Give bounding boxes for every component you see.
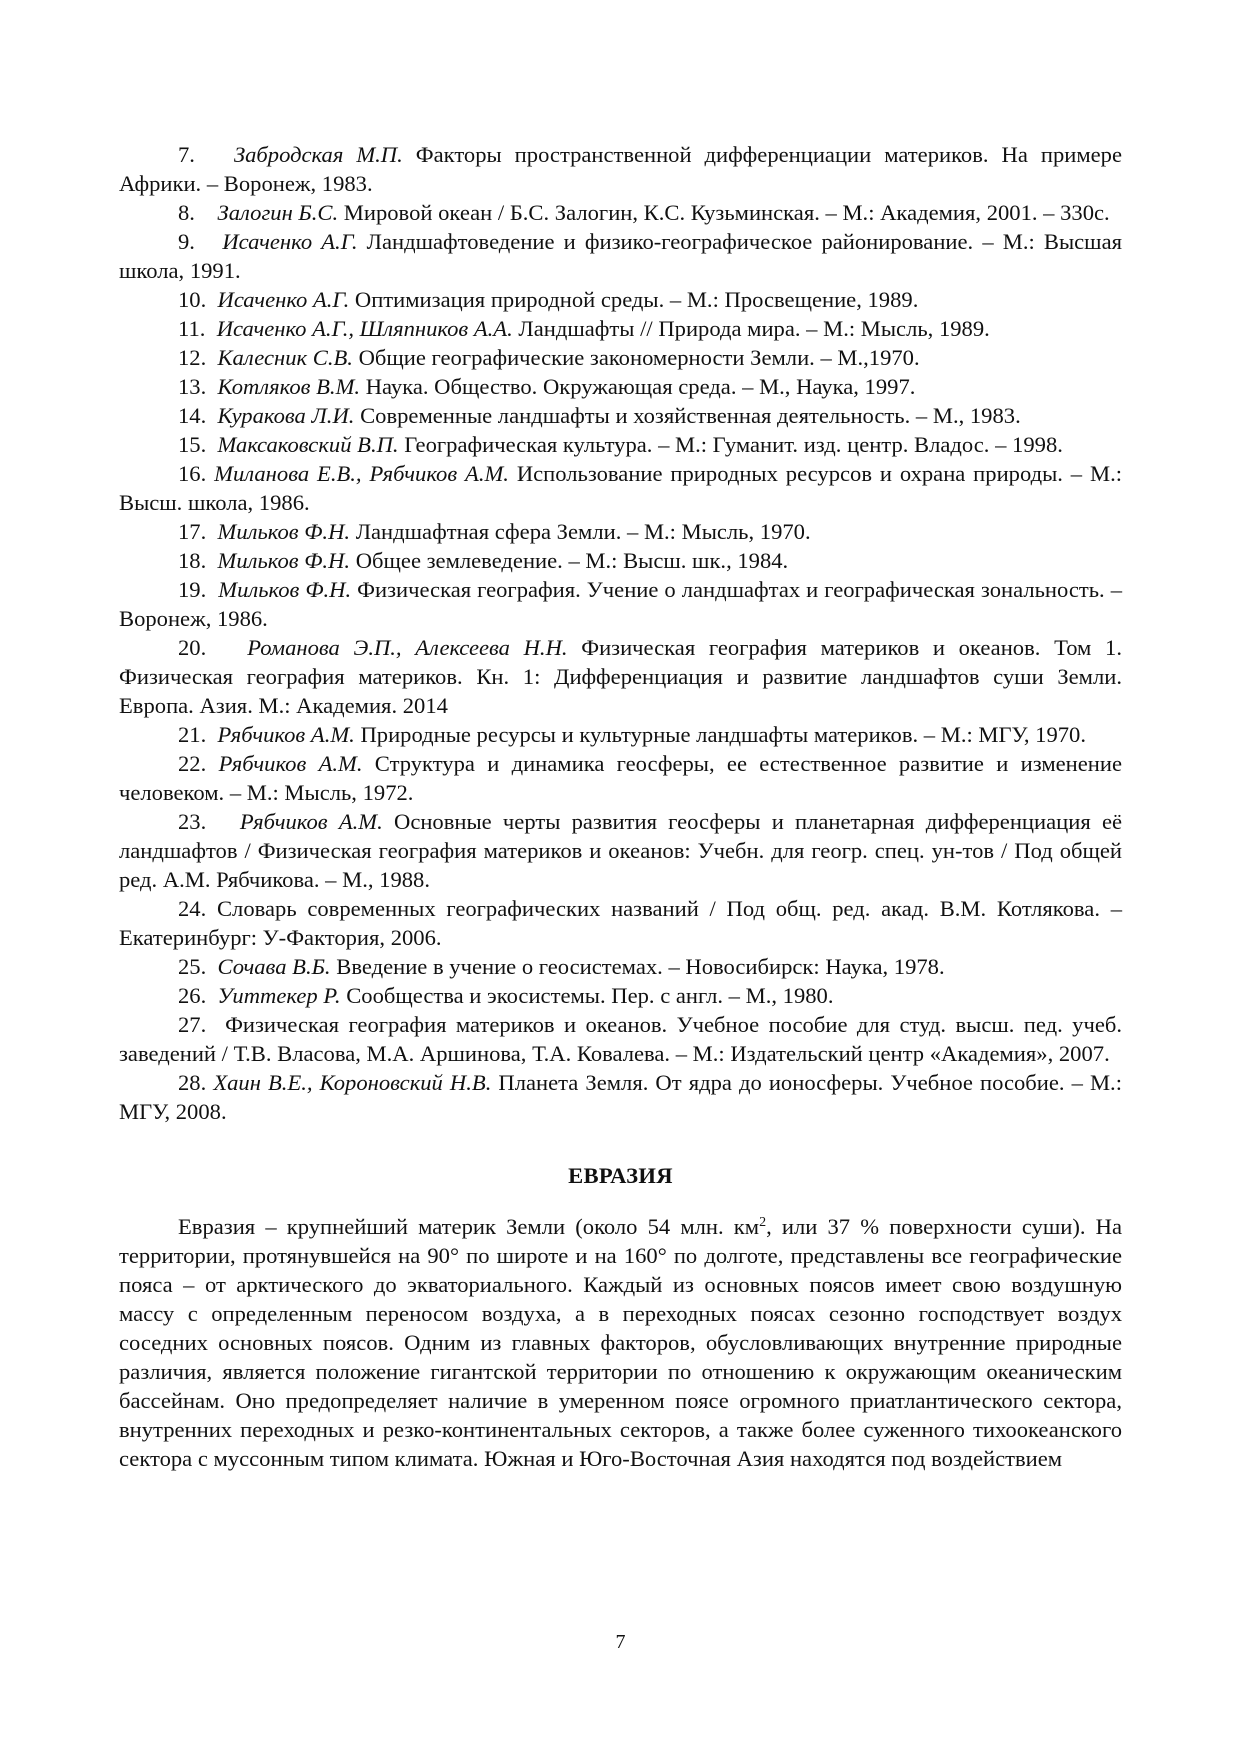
reference-item bbox=[119, 517, 1122, 546]
reference-text: Структура и динамика геосферы, ее естественное развитие и изменение человеком. – М.: Мысль, 1972. bbox=[119, 751, 1122, 805]
reference-list bbox=[119, 140, 1122, 1126]
reference-number: 8. bbox=[178, 200, 195, 225]
reference-item bbox=[119, 807, 1122, 894]
reference-item bbox=[119, 401, 1122, 430]
reference-number: 23. bbox=[178, 809, 207, 834]
reference-item bbox=[119, 633, 1122, 720]
reference-number: 14. bbox=[178, 403, 207, 428]
reference-text: Физическая география. Учение о ландшафтах и географическая зональность. – Воронеж, 1986. bbox=[119, 577, 1123, 631]
reference-author: Мильков Ф.Н. bbox=[218, 577, 352, 602]
reference-item bbox=[119, 981, 1122, 1010]
reference-text: Использование природных ресурсов и охрана природы. – М.: Высш. школа, 1986. bbox=[119, 461, 1122, 515]
reference-author: Рябчиков А.М. bbox=[217, 722, 355, 747]
reference-number: 9. bbox=[178, 229, 195, 254]
reference-author: Мильков Ф.Н. bbox=[217, 548, 351, 573]
reference-author: Исаченко А.Г. bbox=[217, 287, 350, 312]
reference-text: Оптимизация природной среды. – М.: Просвещение, 1989. bbox=[354, 287, 919, 312]
reference-text: Природные ресурсы и культурные ландшафты материков. – М.: МГУ, 1970. bbox=[360, 722, 1086, 747]
reference-author: Рябчиков А.М. bbox=[218, 751, 363, 776]
reference-item bbox=[119, 314, 1122, 343]
reference-number: 16. bbox=[178, 461, 207, 486]
reference-text: Физическая география материков и океанов. Том 1. Физическая география материков. Кн. 1: Дифференциация и развитие ландшафтов суши Земли. Европа. Азия. М.: Академия. 2014 bbox=[119, 635, 1122, 718]
reference-text: Мировой океан / Б.С. Залогин, К.С. Кузьминская. – М.: Академия, 2001. – 330с. bbox=[343, 200, 1110, 225]
reference-item bbox=[119, 575, 1122, 633]
reference-text: Ландшафтная сфера Земли. – М.: Мысль, 1970. bbox=[355, 519, 811, 544]
reference-author: Исаченко А.Г., Шляпников А.А. bbox=[216, 316, 513, 341]
reference-author: Забродская М.П. bbox=[233, 142, 403, 167]
reference-item bbox=[119, 1068, 1122, 1126]
reference-number: 18. bbox=[178, 548, 207, 573]
reference-author: Уиттекер Р. bbox=[217, 983, 341, 1008]
reference-author: Исаченко А.Г. bbox=[222, 229, 358, 254]
reference-item bbox=[119, 720, 1122, 749]
reference-item bbox=[119, 1010, 1122, 1068]
reference-text: Ландшафтоведение и физико-географическое районирование. – М.: Высшая школа, 1991. bbox=[119, 229, 1122, 283]
reference-number: 25. bbox=[178, 954, 207, 979]
reference-author: Залогин Б.С. bbox=[217, 200, 339, 225]
reference-number: 11. bbox=[178, 316, 206, 341]
reference-item bbox=[119, 546, 1122, 575]
superscript: 2 bbox=[759, 1215, 767, 1230]
reference-author: Романова Э.П., Алексеева Н.Н. bbox=[247, 635, 568, 660]
paragraph-text-rest: , или 37 % поверхности суши). На территории, протянувшейся на 90° по широте и на 160° по долготе, представлены все географические пояса – от арктического до экваториального. Каждый из основных поясов имеет свою воздушную массу с определенным переносом воздуха, а в переходных поясах сезонно господствует воздух соседних основных поясов. Одним из главных факторов, обусловливающих внутренние природные различия, является положение гигантской территории по отношению к окружающим океаническим бассейнам. Оно предопределяет наличие в умеренном поясе огромного приатлантического сектора, внутренних переходных и резко-континентальных секторов, а также более суженного тихоокеанского сектора с муссонным типом климата. Южная и Юго-Восточная Азия находятся под воздействием bbox=[119, 1214, 1123, 1471]
reference-author: Хаин В.Е., Короновский Н.В. bbox=[213, 1070, 492, 1095]
reference-item bbox=[119, 227, 1122, 285]
reference-item bbox=[119, 430, 1122, 459]
reference-number: 28. bbox=[178, 1070, 207, 1095]
page-number: 7 bbox=[615, 1631, 626, 1653]
reference-number: 24. bbox=[178, 896, 207, 921]
reference-item bbox=[119, 894, 1122, 952]
reference-author: Куракова Л.И. bbox=[217, 403, 355, 428]
reference-number: 20. bbox=[178, 635, 207, 660]
section-heading: ЕВРАЗИЯ bbox=[568, 1163, 673, 1188]
reference-author: Сочава В.Б. bbox=[217, 954, 331, 979]
reference-item bbox=[119, 198, 1122, 227]
reference-text: Введение в учение о геосистемах. – Новосибирск: Наука, 1978. bbox=[336, 954, 945, 979]
reference-text: Общее землеведение. – М.: Высш. шк., 1984. bbox=[355, 548, 789, 573]
reference-number: 13. bbox=[178, 374, 207, 399]
reference-text: Современные ландшафты и хозяйственная деятельность. – М., 1983. bbox=[360, 403, 1021, 428]
reference-item bbox=[119, 459, 1122, 517]
reference-item bbox=[119, 952, 1122, 981]
reference-author: Котляков В.М. bbox=[217, 374, 361, 399]
reference-author: Калесник С.В. bbox=[217, 345, 353, 370]
reference-number: 21. bbox=[178, 722, 207, 747]
reference-item bbox=[119, 343, 1122, 372]
reference-text: Географическая культура. – М.: Гуманит. изд. центр. Владос. – 1998. bbox=[404, 432, 1063, 457]
reference-item bbox=[119, 285, 1122, 314]
reference-author: Мильков Ф.Н. bbox=[217, 519, 351, 544]
reference-text: Основные черты развития геосферы и планетарная дифференциация её ландшафтов / Физическая география материков и океанов: Учебн. для геогр. спец. ун-тов / Под общей ред. А.М. Рябчикова. – М., 1988. bbox=[119, 809, 1122, 892]
reference-number: 17. bbox=[178, 519, 207, 544]
document-page bbox=[119, 140, 1122, 1473]
reference-number: 27. bbox=[178, 1012, 207, 1037]
reference-text: Наука. Общество. Окружающая среда. – М., Наука, 1997. bbox=[365, 374, 916, 399]
reference-number: 7. bbox=[178, 142, 195, 167]
reference-author: Миланова Е.В., Рябчиков А.М. bbox=[214, 461, 509, 486]
reference-text: Планета Земля. От ядра до ионосферы. Учебное пособие. – М.: МГУ, 2008. bbox=[119, 1070, 1122, 1124]
reference-author: Рябчиков А.М. bbox=[239, 809, 383, 834]
reference-number: 15. bbox=[178, 432, 207, 457]
reference-item bbox=[119, 140, 1122, 198]
section-paragraph bbox=[119, 1212, 1122, 1473]
paragraph-text-start: Евразия – крупнейший материк Земли (около 54 млн. км bbox=[178, 1214, 760, 1239]
reference-number: 22. bbox=[178, 751, 207, 776]
reference-number: 19. bbox=[178, 577, 207, 602]
reference-text: Физическая география материков и океанов. Учебное пособие для студ. высш. пед. учеб. заведений / Т.В. Власова, М.А. Аршинова, Т.А. Ковалева. – М.: Издательский центр «Академия», 2007. bbox=[119, 1012, 1122, 1066]
reference-item bbox=[119, 749, 1122, 807]
reference-number: 26. bbox=[178, 983, 207, 1008]
reference-text: Факторы пространственной дифференциации материков. На примере Африки. – Воронеж, 1983. bbox=[119, 142, 1122, 196]
reference-number: 10. bbox=[178, 287, 207, 312]
reference-text: Сообщества и экосистемы. Пер. с англ. – М., 1980. bbox=[346, 983, 834, 1008]
reference-text: Ландшафты // Природа мира. – М.: Мысль, 1989. bbox=[518, 316, 990, 341]
reference-text: Общие географические закономерности Земли. – М.,1970. bbox=[358, 345, 920, 370]
reference-number: 12. bbox=[178, 345, 207, 370]
reference-author: Максаковский В.П. bbox=[217, 432, 399, 457]
reference-item bbox=[119, 372, 1122, 401]
reference-text: Словарь современных географических названий / Под общ. ред. акад. В.М. Котлякова. – Екатеринбург: У-Фактория, 2006. bbox=[119, 896, 1122, 950]
